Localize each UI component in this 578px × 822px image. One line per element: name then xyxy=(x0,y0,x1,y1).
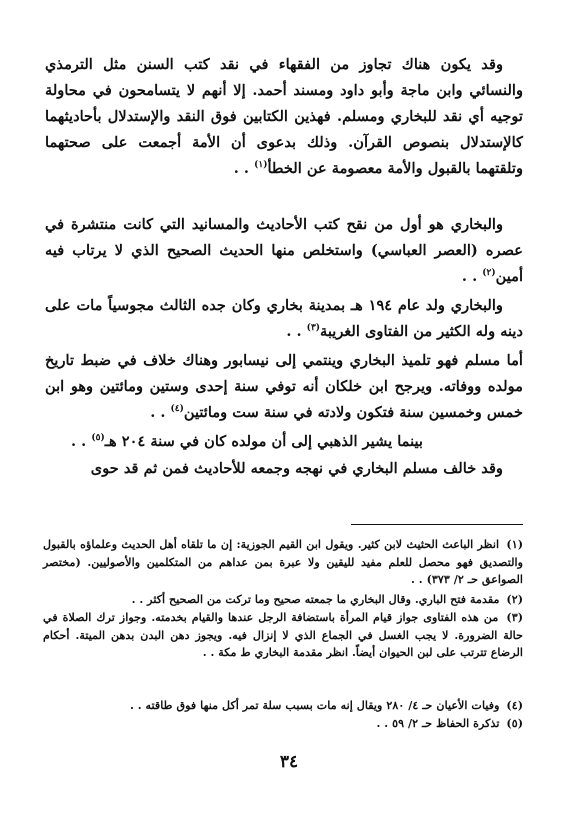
footnote-ref-4: (٤) xyxy=(170,404,184,415)
paragraph-5 xyxy=(45,429,523,455)
paragraph-2-tail: . . xyxy=(461,268,483,285)
footnote-ref-5: (٥) xyxy=(91,433,105,444)
page-number: ٣٤ xyxy=(279,752,299,772)
footnote-5 xyxy=(43,715,523,733)
paragraph-5-text: بينما يشير الذهبي إلى أن مولده كان في سنة ٢٠٤ هـ xyxy=(104,433,423,450)
footnote-5-number: (٥) xyxy=(506,716,523,730)
footnote-2-number: (٢) xyxy=(506,592,523,606)
footnote-3-number: (٣) xyxy=(506,610,523,624)
footnote-separator xyxy=(351,524,523,525)
paragraph-2 xyxy=(45,212,523,290)
footnote-4-text: وفيات الأعيان حـ ٤/ ٢٨٠ ويقال إنه مات بسبب سلة تمر أكل منها فوق طاقته . . xyxy=(129,698,500,712)
paragraph-6 xyxy=(45,456,523,482)
paragraph-1-text: وقد يكون هناك تجاوز من الفقهاء في نقد كتب السنن مثل الترمذي والنسائي وابن ماجة وأبو داود ومسند أحمد. إلا أنهم لا يتسامحون في محاولة توجيه أي نقد للبخاري ومسلم. فهذين الكتابين فوق النقد والإستدلال بأحاديثهما كالإستدلال بنصوص القرآن. وذلك بدعوى أن الأمة أجمعت على صحتهما وتلقتهما بالقبول والأمة معصومة عن الخطأ xyxy=(45,56,523,177)
paragraph-3 xyxy=(45,293,523,345)
footnote-ref-3: (٣) xyxy=(306,323,321,334)
footnote-1 xyxy=(43,536,523,589)
footnote-3 xyxy=(43,609,523,662)
footnote-2 xyxy=(43,591,523,609)
footnote-3-text: من هذه الفتاوى جواز قيام المرأة باستضافة الرجل عندها والقيام بخدمته. وجواز ترك الصلاة في حالة الضرورة. لا يجب الغسل في الجماع الذي لا إنزال فيه. ويجوز دهن البدن بدهن الميتة. أحكام الرضاع تترتب على لبن الحيوان أيضاً. انظر مقدمة البخاري ط مكة . . xyxy=(43,610,523,659)
paragraph-3-tail: . . xyxy=(286,323,307,340)
footnote-ref-2: (٢) xyxy=(482,268,496,279)
paragraph-1-tail: . . xyxy=(233,160,255,177)
footnote-ref-1: (١) xyxy=(254,160,268,171)
paragraph-6-text: وقد خالف مسلم البخاري في نهجه وجمعه للأحاديث فمن ثم قد حوى xyxy=(90,460,503,477)
paragraph-2-text: والبخاري هو أول من نقح كتب الأحاديث والمسانيد التي كانت منتشرة في عصره (العصر العباسي) واستخلص منها الحديث الصحيح الذي لا يرتاب فيه أمين xyxy=(45,216,523,285)
footnote-1-text: انظر الباعث الحثيث لابن كثير. ويقول ابن القيم الجوزية: إن ما تلقاه أهل الحديث وعلماؤه بالقبول والتصديق فهو محصل للعلم مفيد لليقين ولا عبرة بمن عداهم من المتكلمين والأصوليين. (مختصر الصواعق حـ ٢/ ٣٧٣) . . xyxy=(43,537,523,586)
footnote-2-text: مقدمة فتح الباري. وقال البخاري ما جمعته صحيح وما تركت من الصحيح أكثر . . xyxy=(131,592,500,606)
footnote-5-text: تذكرة الحفاظ حـ ٢/ ٥٩ . . xyxy=(376,716,500,730)
paragraph-3-text: والبخاري ولد عام ١٩٤ هـ بمدينة بخاري وكان جده الثالث مجوسياً مات على دينه وله الكثير من الفتاوى الغريبة xyxy=(45,297,523,340)
footnote-1-number: (١) xyxy=(506,537,524,551)
paragraph-1 xyxy=(45,52,523,182)
paragraph-4-text: أما مسلم فهو تلميذ البخاري وينتمي إلى نيسابور وهناك خلاف في ضبط تاريخ مولده ووفاته. ويرجح ابن خلكان أنه توفي سنة إحدى وستين ومائتين وهو ابن خمس وخمسين سنة فتكون ولادته في سنة ست ومائتين xyxy=(45,352,523,421)
footnote-4 xyxy=(43,697,523,715)
paragraph-4 xyxy=(45,348,523,426)
paragraph-5-tail: . . xyxy=(71,433,92,450)
footnote-4-number: (٤) xyxy=(506,698,523,712)
paragraph-4-tail: . . xyxy=(150,404,171,421)
